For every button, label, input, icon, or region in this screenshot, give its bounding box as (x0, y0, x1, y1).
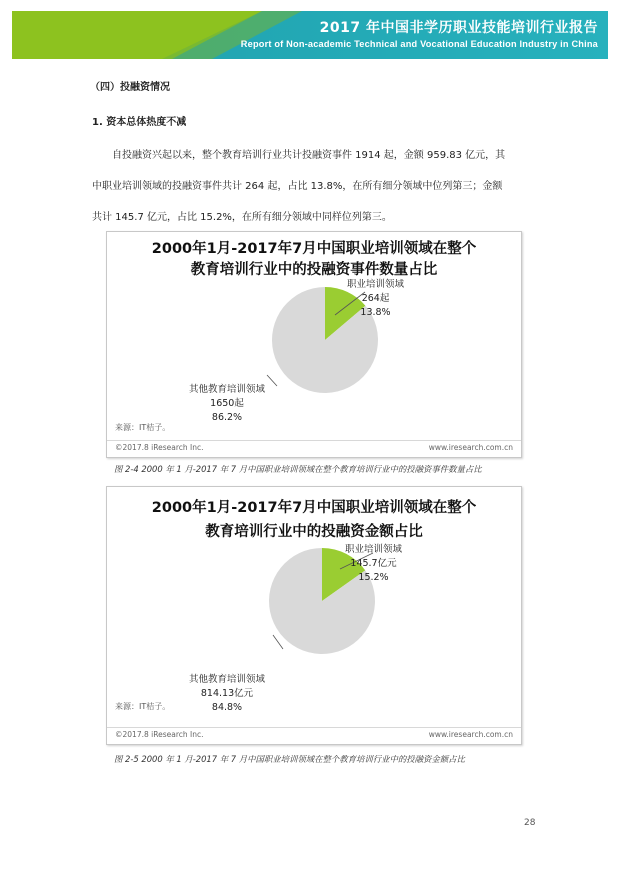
chart-source: 来源：IT桔子。 (115, 702, 171, 711)
chart-title-line2: 教育培训行业中的投融资金额占比 (205, 524, 423, 540)
figure-caption: 图 2-4 2000 年 1 月-2017 年 7 月中国职业培训领域在整个教育培训行业中的投融资事件数量占比 (114, 464, 482, 474)
pie-chart-event-count (106, 231, 522, 458)
slice-label-name: 职业培训领域 (347, 279, 405, 290)
slice-label-other (189, 383, 265, 425)
report-header-banner (12, 11, 608, 59)
leader-line (273, 635, 283, 649)
chart-title-line1: 2000年1月-2017年7月中国职业培训领域在整个 (151, 500, 477, 516)
chart-title-line2: 教育培训行业中的投融资事件数量占比 (190, 262, 438, 278)
body-paragraph (92, 140, 538, 233)
paragraph-line: 自投融资兴起以来，整个教育培训行业共计投融资事件 1914 起，金额 959.83 亿元，其 (112, 150, 506, 161)
slice-label-vocational (347, 278, 404, 320)
section-heading: （四）投融资情况 (90, 82, 170, 93)
chart-footer (107, 727, 521, 742)
page-number: 28 (524, 818, 536, 828)
chart-website: www.iresearch.com.cn (428, 730, 513, 739)
subsection-heading: 1. 资本总体热度不减 (92, 117, 187, 128)
paragraph-line: 共计 145.7 亿元，占比 15.2%，在所有细分领域中同样位列第三。 (92, 212, 392, 223)
paragraph-line: 中职业培训领域的投融资事件共计 264 起，占比 13.8%，在所有细分领域中位列第三；金额 (92, 181, 503, 192)
slice-label-value: 145.7亿元 (350, 558, 397, 569)
slice-label-value: 1650起 (210, 398, 244, 409)
chart-website: www.iresearch.com.cn (428, 443, 513, 452)
report-title: 2017 年中国非学历职业技能培训行业报告 (319, 20, 598, 36)
chart-footer (107, 440, 521, 455)
leader-line (267, 375, 277, 386)
chart-copyright: ©2017.8 iResearch Inc. (115, 443, 204, 452)
slice-label-value: 264起 (361, 293, 390, 304)
pie-chart-investment-amount (106, 486, 522, 745)
chart-title-line1: 2000年1月-2017年7月中国职业培训领域在整个 (151, 241, 477, 257)
slice-label-percent: 84.8% (211, 702, 243, 713)
slice-label-percent: 15.2% (358, 572, 389, 583)
report-subtitle: Report of Non-academic Technical and Vocational Education Industry in China (240, 39, 598, 49)
slice-label-percent: 86.2% (211, 412, 243, 423)
slice-label-other (189, 673, 265, 715)
figure-caption: 图 2-5 2000 年 1 月-2017 年 7 月中国职业培训领域在整个教育培训行业中的投融资金额占比 (114, 754, 465, 764)
chart-copyright: ©2017.8 iResearch Inc. (115, 730, 204, 739)
slice-label-vocational (345, 543, 402, 585)
slice-label-name: 职业培训领域 (345, 544, 403, 555)
slice-label-percent: 13.8% (360, 307, 391, 318)
slice-label-value: 814.13亿元 (200, 688, 254, 699)
chart-source: 来源：IT桔子。 (115, 423, 171, 432)
slice-label-name: 其他教育培训领域 (189, 674, 266, 685)
slice-label-name: 其他教育培训领域 (189, 384, 266, 395)
